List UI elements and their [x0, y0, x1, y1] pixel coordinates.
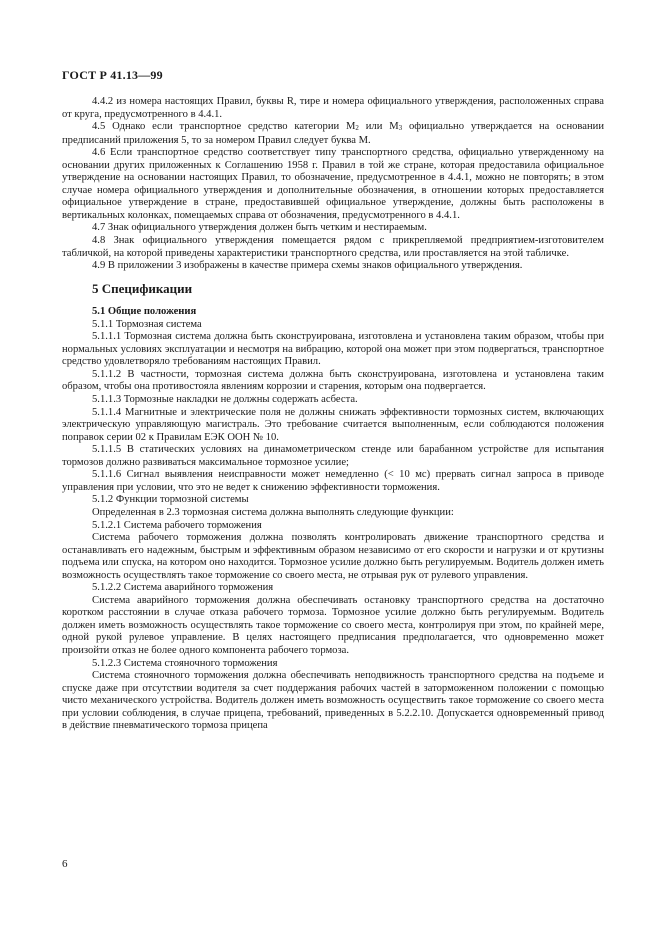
paragraph-4-8: 4.8 Знак официального утверждения помещается рядом с прикрепляемой предприятием-изготовителем табличкой, на которой приведены характеристики транспортного средства, или проставляется на этой табличке. [62, 235, 604, 259]
paragraph-4-5-part3: официально утверждается на основании предписаний приложения 5, то за номером Правил следует буква M. [62, 121, 604, 146]
section-title: 5 Спецификации [92, 280, 193, 296]
paragraph-5-1-2-1: 5.1.2.1 Система рабочего торможения [92, 519, 262, 531]
paragraph-5-1-2-3-text: Система стояночного торможения должна обеспечивать неподвижность транспортного средства на подъеме и спуске даже при отсутствии водителя за счет поддержания рабочих частей в заторможенном положении с помощью чисто механического устройства. Водитель должен иметь возможность осуществить такое торможение со своего места при условии соблюдения, в случае прицепа, требований, приведенных в 5.2.2.10. Допускается одновременный привод в действие пневматического тормоза прицепа [62, 670, 604, 732]
paragraph-5-1-1-5: 5.1.1.5 В статических условиях на динамометрическом стенде или барабанном устройстве для испытания тормозов должно развиваться максимальное тормозное усилие; [62, 444, 604, 468]
paragraph-5-1-1-4: 5.1.1.4 Магнитные и электрические поля не должны снижать эффективности тормозных систем, включающих электрическую управляющую магистраль. Это требование считается выполненным, если соблюдаются положения поправок серии 02 к Правилам ЕЭК ООН № 10. [62, 406, 604, 443]
paragraph-4-9: 4.9 В приложении 3 изображены в качестве примера схемы знаков официального утверждения. [92, 260, 523, 272]
paragraph-5-1-1-2: 5.1.1.2 В частности, тормозная система должна быть сконструирована, изготовлена и установлена таким образом, чтобы она противостояла явлениям коррозии и старения, которым она подвергается. [62, 368, 604, 393]
paragraph-4-4-2: 4.4.2 из номера настоящих Правил, буквы R, тире и номера официального утверждения, расположенных справа от круга, предусмотренного в 4.4.1. [62, 96, 604, 120]
subsection-title: 5.1 Общие положения [92, 306, 197, 318]
paragraph-5-1-2: 5.1.2 Функции тормозной системы [92, 494, 249, 506]
paragraph-4-7: 4.7 Знак официального утверждения должен быть четким и нестираемым. [92, 222, 427, 234]
paragraph-5-1-2-2: 5.1.2.2 Система аварийного торможения [92, 582, 274, 594]
paragraph-5-1-2-text: Определенная в 2.3 тормозная система должна выполнять следующие функции: [92, 506, 454, 518]
paragraph-5-1-1-3: 5.1.1.3 Тормозные накладки не должны содержать асбеста. [92, 394, 358, 406]
subscript-2: 2 [355, 124, 359, 133]
document-header: ГОСТ Р 41.13—99 [62, 68, 163, 82]
paragraph-5-1-1: 5.1.1 Тормозная система [92, 318, 202, 330]
paragraph-5-1-2-1-text: Система рабочего торможения должна позволять контролировать движение транспортного средства и останавливать его надежным, быстрым и эффективным образом независимо от его скорости и нагрузки и от крутизны подъема или спуска, на котором оно находится. Тормозное усилие должно быть регулируемым. Водитель должен иметь возможность осуществлять такое торможение со своего места, не отрывая рук от рулевого управления. [62, 532, 604, 581]
paragraph-4-5-part1: 4.5 Однако если транспортное средство категории M [92, 121, 356, 133]
paragraph-5-1-2-2-text: Система аварийного торможения должна обеспечивать остановку транспортного средства на достаточно коротком расстоянии в случае отказа рабочего тормоза. Тормозное усилие должно быть регулируемым. Водитель должен иметь возможность осуществлять такое торможение со своего места, контролируя при этом, по крайней мере, одной рукой рулевое управление. В целях настоящего предписания предполагается, что одновременно может произойти отказ не более одного компонента рабочего тормоза. [62, 594, 604, 656]
paragraph-4-6: 4.6 Если транспортное средство соответствует типу транспортного средства, официально утвержденному на основании других приложенных к Соглашению 1958 г. Правил в той же стране, которая предоставила официальное утверждение на основании настоящих Правил, то обозначение, предусмотренное в 4.4.1, можно не повторять; в этом случае номера официального утверждения и дополнительные обозначения, в отношении которых предоставляется официальное утверждение в стране, предоставившей официальное утверждение, должны быть расположены в вертикальных колонках, помещаемых справа от обозначения, предусмотренного в 4.4.1. [62, 147, 604, 221]
paragraph-5-1-1-6: 5.1.1.6 Сигнал выявления неисправности может немедленно (< 10 мс) прервать сигнал запроса в приводе управления при условии, что это не ведет к снижению эффективности торможения. [62, 469, 604, 493]
subscript-3: 3 [398, 124, 403, 133]
page-number: 6 [62, 858, 68, 870]
document-body [62, 96, 604, 733]
paragraph-5-1-1-1: 5.1.1.1 Тормозная система должна быть сконструирована, изготовлена и установлена таким образом, чтобы при нормальных условиях эксплуатации и несмотря на вибрацию, которой она может при этом подвергаться, транспортное средство удовлетворяло требованиям настоящих Правил. [62, 331, 604, 368]
paragraph-4-5 [62, 121, 604, 147]
paragraph-5-1-2-3: 5.1.2.3 Система стояночного торможения [92, 657, 278, 669]
paragraph-4-5-part2: или M [358, 121, 399, 133]
